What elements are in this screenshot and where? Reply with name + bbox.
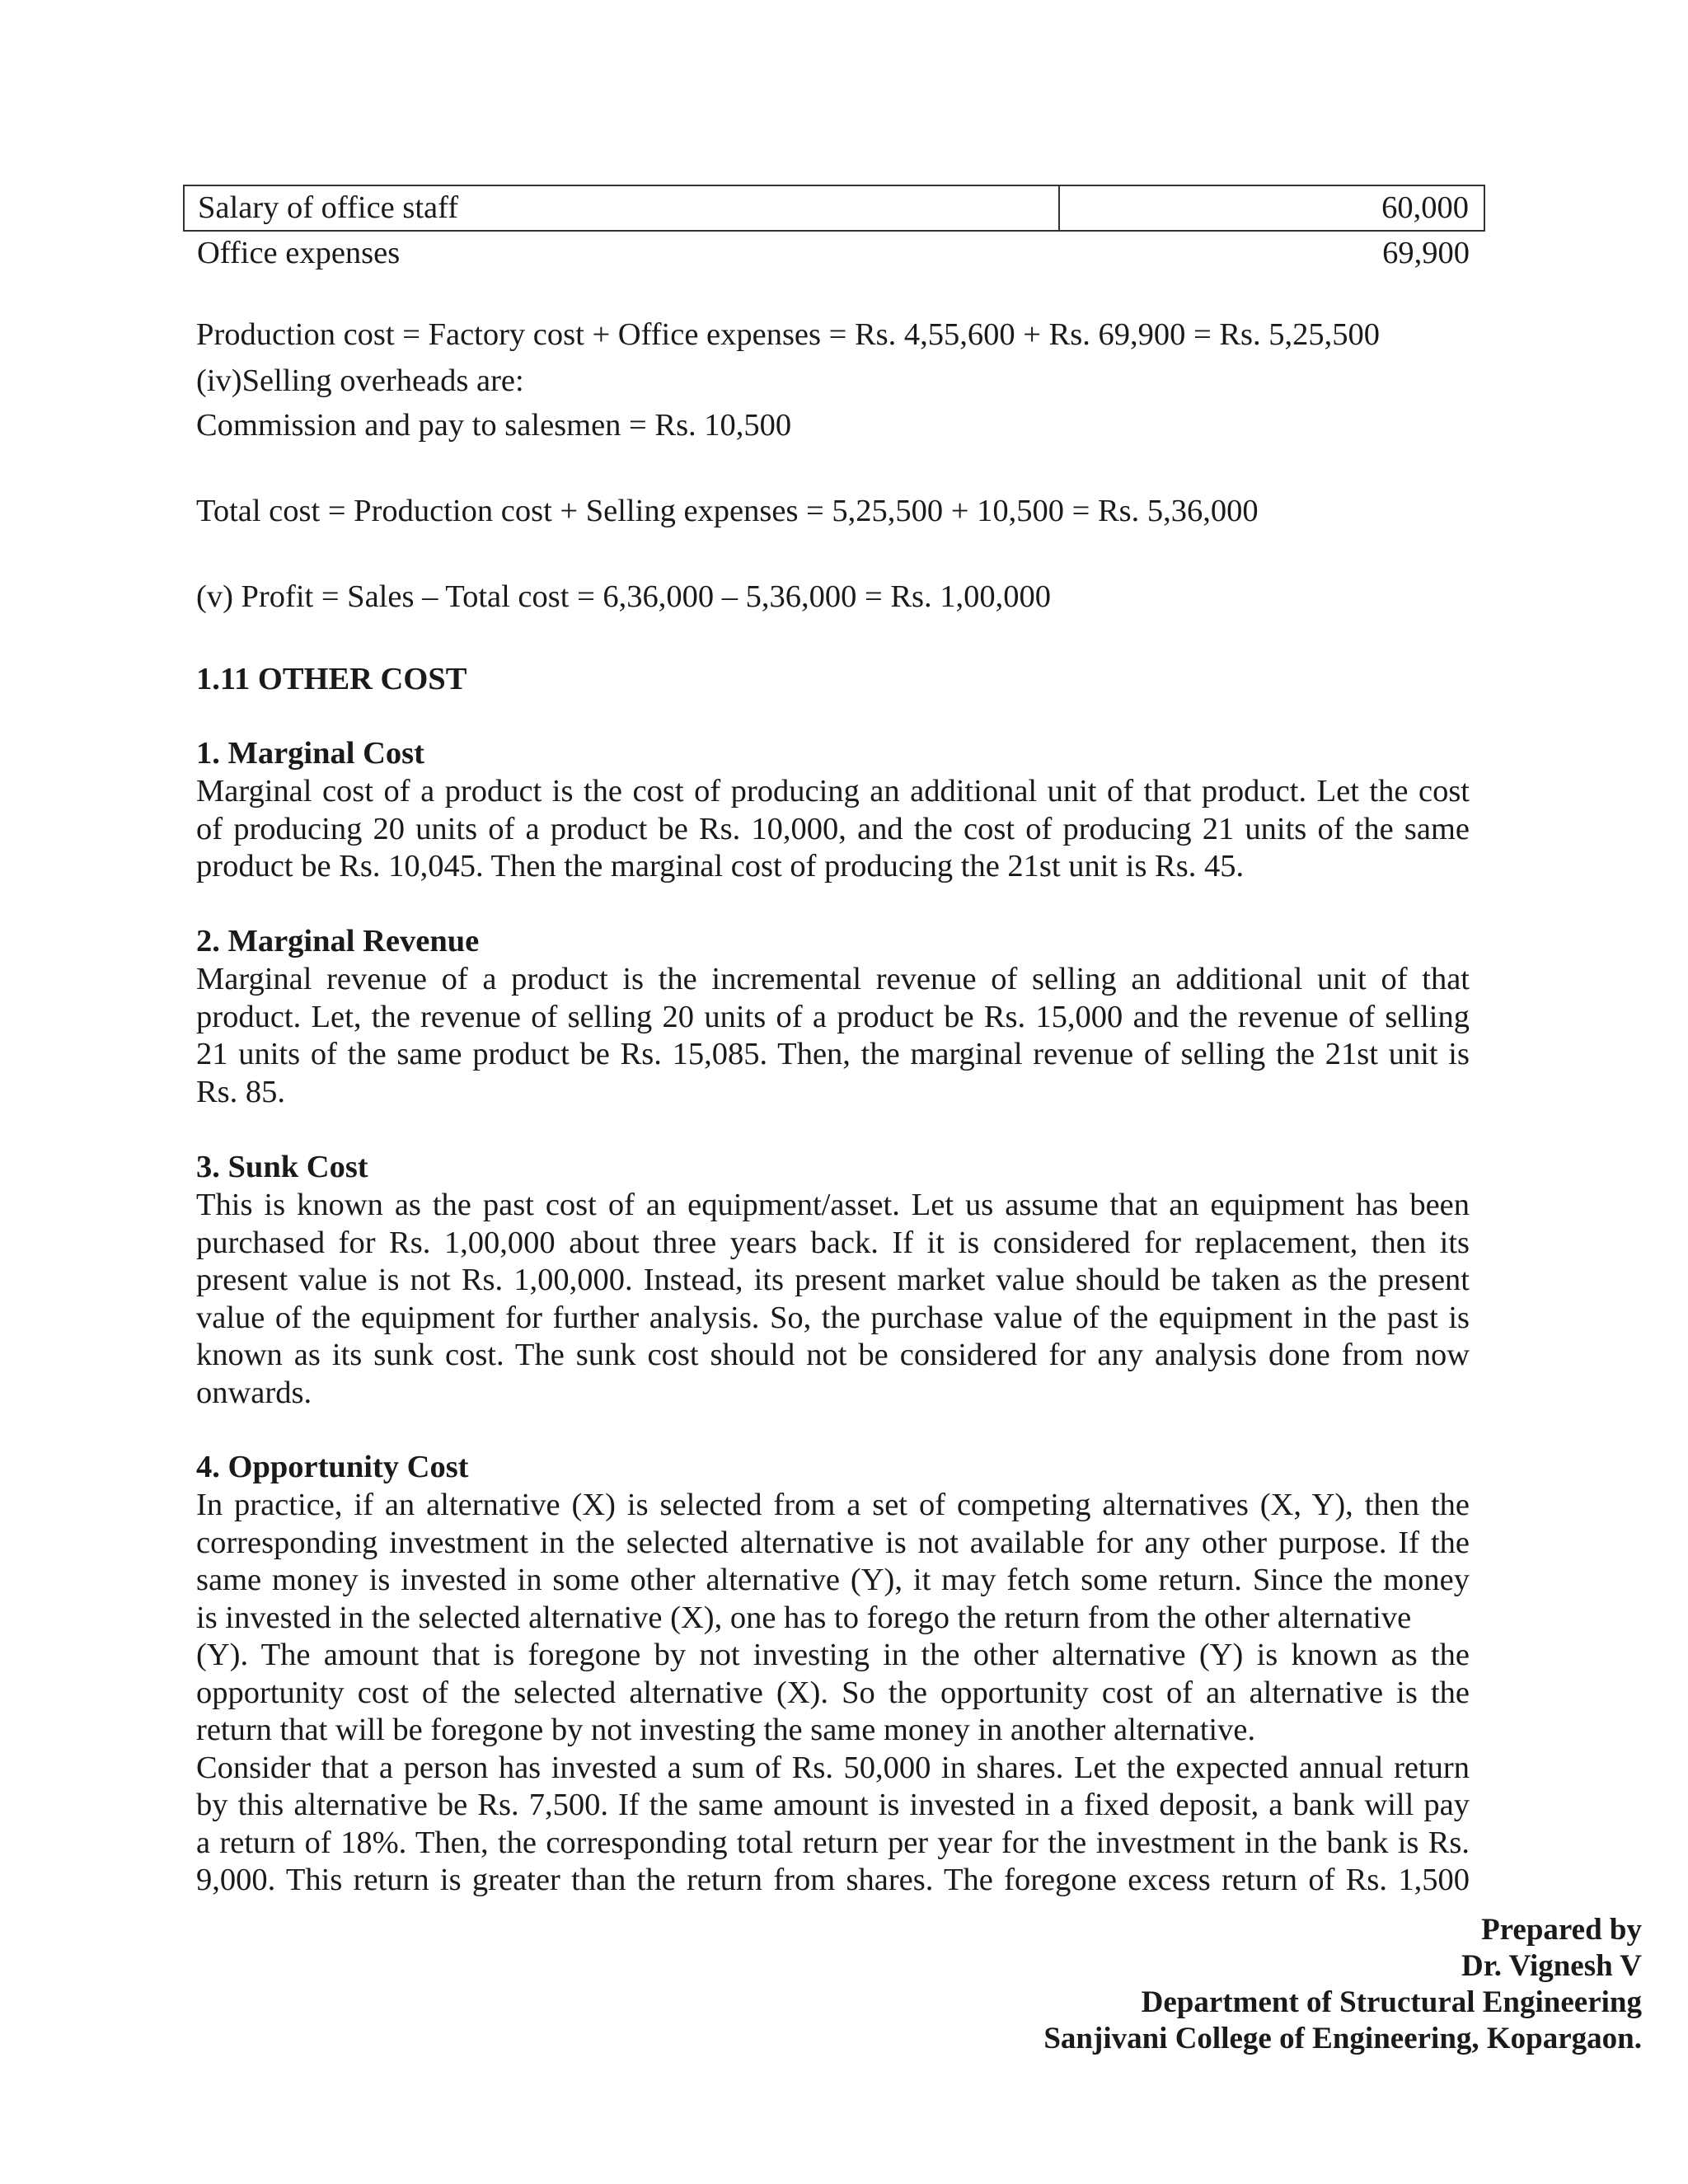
opportunity-cost-paragraph [196, 1487, 1470, 1900]
opportunity-cost-heading: 4. Opportunity Cost [196, 1450, 469, 1484]
commission-text: Commission and pay to salesmen = Rs. 10,500 [196, 408, 792, 443]
paragraph-line: This is known as the past cost of an equipment/asset. Let us assume that an equipment has been [196, 1188, 1470, 1222]
section-title: 1.11 OTHER COST [196, 662, 467, 696]
total-cost-text: Total cost = Production cost + Selling expenses = 5,25,500 + 10,500 = Rs. 5,36,000 [196, 494, 1259, 528]
production-cost-text: Production cost = Factory cost + Office expenses = Rs. 4,55,600 + Rs. 69,900 = Rs. 5,25,500 [196, 317, 1381, 352]
row-amount: 69,900 [1382, 236, 1470, 270]
prepared-by-footer [1043, 1912, 1642, 2057]
profit-text: (v) Profit = Sales – Total cost = 6,36,000 – 5,36,000 = Rs. 1,00,000 [196, 579, 1052, 614]
selling-overheads-heading: (iv)Selling overheads are: [196, 363, 524, 398]
paragraph-line: by this alternative be Rs. 7,500. If the same amount is invested in a fixed deposit, a bank will pay [196, 1788, 1470, 1822]
paragraph-line: present value is not Rs. 1,00,000. Instead, its present market value should be taken as the present [196, 1263, 1470, 1297]
row-label: Salary of office staff [184, 185, 1059, 231]
paragraph-line: Marginal cost of a product is the cost of producing an additional unit of that product. Let the cost [196, 774, 1470, 808]
paragraph-line: opportunity cost of the selected alternative (X). So the opportunity cost of an alternative is the [196, 1675, 1470, 1710]
paragraph-line: purchased for Rs. 1,00,000 about three years back. If it is considered for replacement, then its [196, 1225, 1470, 1260]
paragraph-line: value of the equipment for further analysis. So, the purchase value of the equipment in the past is [196, 1300, 1470, 1335]
paragraph-line: product be Rs. 10,045. Then the marginal cost of producing the 21st unit is Rs. 45. [196, 849, 1245, 883]
paragraph-line: of producing 20 units of a product be Rs. 10,000, and the cost of producing 21 units of the same [196, 811, 1470, 846]
marginal-revenue-paragraph [196, 961, 1470, 1111]
paragraph-line: return that will be foregone by not investing the same money in another alternative. [196, 1713, 1256, 1747]
college-name: Sanjivani College of Engineering, Kopargaon. [1043, 2022, 1642, 2055]
marginal-revenue-heading: 2. Marginal Revenue [196, 924, 480, 958]
paragraph-line: product. Let, the revenue of selling 20 units of a product be Rs. 15,000 and the revenue of selling [196, 999, 1470, 1034]
paragraph-line: Rs. 85. [196, 1074, 286, 1109]
paragraph-line: 21 units of the same product be Rs. 15,085. Then, the marginal revenue of selling the 21st unit is [196, 1037, 1470, 1071]
sunk-cost-paragraph [196, 1187, 1470, 1412]
paragraph-line: a return of 18%. Then, the corresponding total return per year for the investment in the bank is Rs. [196, 1825, 1470, 1860]
paragraph-line: Consider that a person has invested a sum of Rs. 50,000 in shares. Let the expected annual return [196, 1750, 1470, 1785]
cost-table [183, 185, 1485, 275]
paragraph-line: is invested in the selected alternative (X), one has to forego the return from the other alternative [196, 1600, 1412, 1635]
paragraph-line: In practice, if an alternative (X) is selected from a set of competing alternatives (X, Y), then the [196, 1488, 1470, 1522]
paragraph-line: known as its sunk cost. The sunk cost should not be considered for any analysis done from now [196, 1338, 1470, 1372]
marginal-cost-paragraph [196, 773, 1470, 886]
paragraph-line: Marginal revenue of a product is the incremental revenue of selling an additional unit of that [196, 962, 1470, 996]
row-amount: 60,000 [1059, 185, 1484, 231]
table-row [184, 231, 1484, 275]
marginal-cost-heading: 1. Marginal Cost [196, 736, 424, 771]
paragraph-line: onwards. [196, 1375, 312, 1410]
table-row [184, 185, 1484, 231]
paragraph-line: same money is invested in some other alternative (Y), it may fetch some return. Since the money [196, 1563, 1470, 1597]
row-label: Office expenses [197, 236, 401, 270]
sunk-cost-heading: 3. Sunk Cost [196, 1150, 368, 1184]
paragraph-line: (Y). The amount that is foregone by not investing in the other alternative (Y) is known as the [196, 1638, 1470, 1672]
department-name: Department of Structural Engineering [1141, 1985, 1642, 2019]
paragraph-line: 9,000. This return is greater than the return from shares. The foregone excess return of Rs. 1,500 [196, 1863, 1470, 1897]
author-name: Dr. Vignesh V [1461, 1949, 1642, 1983]
prepared-by-label: Prepared by [1481, 1913, 1642, 1947]
paragraph-line: corresponding investment in the selected alternative is not available for any other purpose. If the [196, 1525, 1470, 1560]
